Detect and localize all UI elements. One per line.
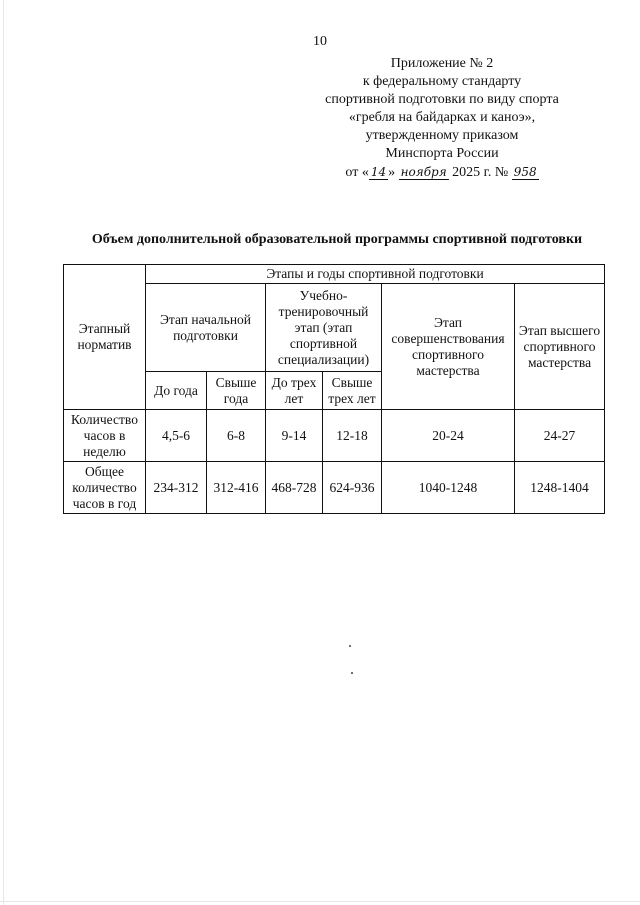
row-label: Общее количество часов в год [64, 462, 146, 514]
stage-improvement-header: Этап совершенствования спортивного мастерства [382, 284, 515, 410]
date-mid: » [388, 165, 396, 180]
table-row [64, 410, 605, 462]
table-cell: 4,5-6 [146, 410, 207, 462]
scan-edge [3, 0, 4, 905]
table-cell: 624-936 [323, 462, 382, 514]
table-cell: 1248-1404 [515, 462, 605, 514]
scan-edge [0, 901, 640, 902]
table-cell: 312-416 [207, 462, 266, 514]
table-cell: 20-24 [382, 410, 515, 462]
stage-highest-header: Этап высшего спортивного мастерства [515, 284, 605, 410]
table-cell: 234-312 [146, 462, 207, 514]
page-number: 10 [313, 34, 327, 49]
appendix-line: Минспорта России [385, 146, 499, 161]
appendix-line: «гребля на байдарках и каноэ», [348, 110, 536, 125]
scan-speck [351, 672, 353, 674]
table-cell: 1040-1248 [382, 462, 515, 514]
table-cell: 6-8 [207, 410, 266, 462]
subheader-cell: Свыше года [207, 372, 266, 410]
table-cell: 468-728 [266, 462, 323, 514]
order-date-line [292, 163, 592, 182]
stages-header: Этапы и годы спортивной подготовки [146, 265, 605, 284]
program-volume-table [63, 264, 605, 514]
scan-speck [349, 645, 351, 647]
table-row [64, 462, 605, 514]
appendix-line: Приложение № 2 [390, 56, 494, 71]
stage-initial-header: Этап начальной подготовки [146, 284, 266, 372]
document-title: Объем дополнительной образовательной программы спортивной подготовки [91, 232, 583, 247]
date-prefix: от « [345, 165, 369, 180]
date-suffix: 2025 г. № [452, 165, 509, 180]
table-header-row [64, 284, 605, 372]
appendix-block [292, 55, 592, 182]
subheader-cell: До трех лет [266, 372, 323, 410]
table-cell: 9-14 [266, 410, 323, 462]
table-header-row [64, 265, 605, 284]
subheader-cell: До года [146, 372, 207, 410]
table-cell: 24-27 [515, 410, 605, 462]
appendix-line: утвержденному приказом [365, 128, 519, 143]
handwritten-month: ноября [400, 165, 447, 179]
row-label: Количество часов в неделю [64, 410, 146, 462]
handwritten-order-number: 958 [513, 165, 537, 179]
norm-header: Этапный норматив [64, 265, 146, 410]
table-cell: 12-18 [323, 410, 382, 462]
stage-training-header: Учебно-тренировочный этап (этап спортивной специализации) [266, 284, 382, 372]
appendix-line: к федеральному стандарту [362, 74, 522, 89]
appendix-line: спортивной подготовки по виду спорта [325, 92, 559, 107]
handwritten-day: 14 [370, 165, 387, 179]
subheader-cell: Свыше трех лет [323, 372, 382, 410]
